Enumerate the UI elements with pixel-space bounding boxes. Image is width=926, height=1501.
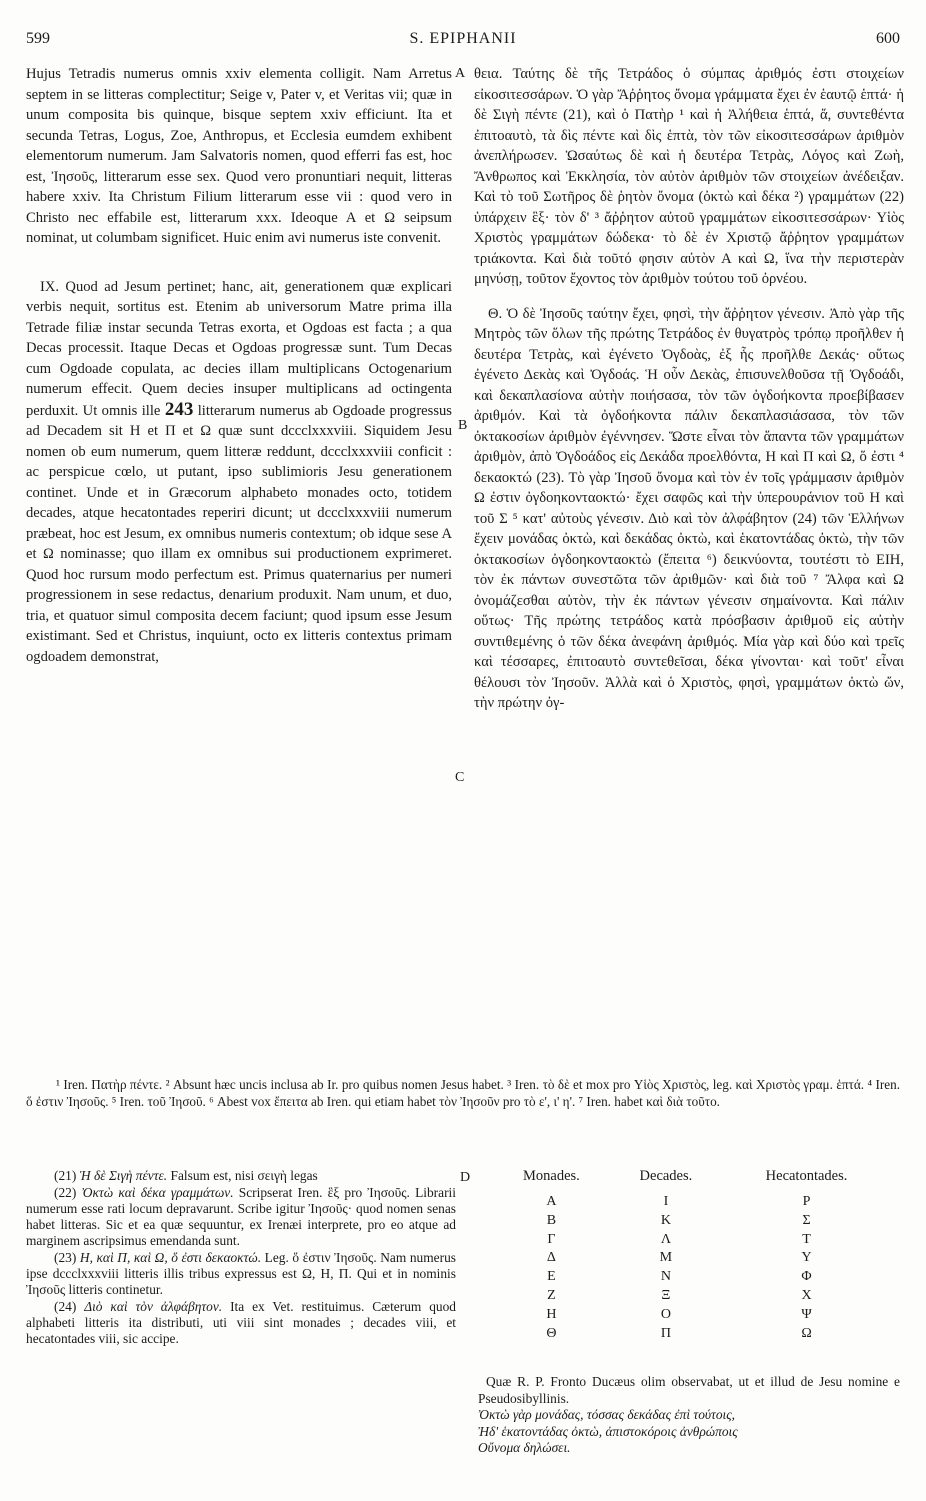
note-21	[26, 1168, 456, 1184]
table-cell: Λ	[660, 1231, 671, 1247]
table-row	[492, 1306, 892, 1325]
table-row	[492, 1287, 892, 1306]
footnotes	[26, 1076, 900, 1110]
note-lemma: Διὸ καὶ τὸν ἀλφάβητον.	[84, 1299, 223, 1314]
table-cell: Φ	[801, 1269, 812, 1285]
table-row	[492, 1268, 892, 1287]
table-cell: Γ	[547, 1231, 556, 1247]
verse-line-2: Ἠδ' ἑκατοντάδας ὀκτὼ, ἀπιστοκόροις ἀνθρώποις	[478, 1423, 738, 1439]
table-cell: Π	[660, 1325, 671, 1341]
table-cell: Ω	[801, 1325, 812, 1341]
margin-marker-a: A	[455, 66, 466, 81]
margin-marker-b: B	[458, 418, 468, 433]
table-cell: Θ	[546, 1325, 557, 1341]
table-note-text: Quæ R. P. Fronto Ducæus olim observabat, ut et illud de Jesu nomine e Pseudosibyllinis.	[478, 1374, 900, 1406]
table-row	[492, 1249, 892, 1268]
note-22	[26, 1185, 456, 1249]
note-text: Falsum est, nisi σειγὴ legas	[170, 1168, 318, 1183]
table-cell: Υ	[801, 1250, 812, 1266]
table-cell: Ν	[660, 1269, 671, 1285]
verse-line-3: Οὔνομα δηλώσει.	[478, 1440, 571, 1455]
table-cell: Η	[546, 1306, 557, 1322]
table-cell: Μ	[659, 1250, 673, 1266]
table-header: Decades.	[639, 1168, 693, 1184]
table-note	[478, 1374, 900, 1457]
note-ref: (21)	[54, 1168, 77, 1183]
table-row	[492, 1231, 892, 1250]
table-cell: Ψ	[801, 1306, 812, 1322]
note-lemma: Ἡ δὲ Σιγὴ πέντε.	[79, 1168, 168, 1183]
table-cell: Σ	[802, 1212, 811, 1228]
latin-paragraph-2	[26, 277, 452, 668]
greek-paragraph-2: Θ. Ὁ δὲ Ἰησοῦς ταύτην ἔχει, φησὶ, τὴν ἄῤῥητον γένεσιν. Ἀπὸ γὰρ τῆς Μητρὸς τῶν ὅλων τῆς πρώτης Τετράδος ἐν θυγατρὸς τρόπῳ προῆλθεν ἡ δευτέρα Τετρὰς, καὶ ἐγένετο Ὀγδοὰς, ἐξ ἧς προῆλθε Δεκάς· οὕτως ἐγένετο Δεκὰς καὶ Ὀγδοάς. Ἡ οὖν Δεκὰς, ἐπισυνελθοῦσα τῇ Ὀγδοάδι, καὶ δεκαπλασίονα αὐτὴν ποιήσασα, τὸν τῶν ὀγδοήκοντα προεβίβασεν ἀριθμόν. Καὶ τὰ ὀγδοήκοντα πάλιν δεκαπλασιάσασα, τὸν τῶν ὀκτακοσίων ἀριθμὸν ἐγέννησεν. Ὥστε εἶναι τὸν ἅπαντα τῶν γραμμάτων ἀριθμὸν, ἀπὸ Ὀγδοάδος εἰς Δεκάδα προελθόντα, Η καὶ Π καὶ Ω, ὅ ἐστι ⁴ δεκαοκτώ (23). Τὸ γὰρ Ἰησοῦ ὄνομα καὶ τὸν ἐν τοῖς γράμμασιν ἀριθμὸν Ω ἐστιν ὀγδοηκονταοκτώ· ἔχει σαφῶς καὶ τὴν ὑπερουράνιον τοῦ Η καὶ τοῦ Σ ⁵ κατ' αὐτοὺς γένεσιν. Διὸ καὶ τὸν ἀλφάβητον (24) τῶν Ἑλλήνων ἔχειν μονάδας ὀκτὼ, καὶ δεκάδας ὀκτὼ, καὶ ἑκατοντάδας ὀκτὼ, τὴν τῶν ὀκτακοσίων ὀγδοηκονταοκτὼ (ἔπειτα ⁶) δεικνύοντα, τουτέστι τὸ ΕΙΗ, τὸν ἐκ πάντων συνεστῶτα τῶν ἀριθμῶν· καὶ διὰ τοῦ ⁷ Ἄλφα καὶ Ω ὀνομάζεσθαι αὐτὸν, τὴν ἐκ πάντων γένεσιν σημαίνοντα. Καὶ πάλιν οὕτως· Τῆς πρώτης τετράδος κατὰ πρόσβασιν ἀριθμοῦ εἰς αὐτὴν συντιθεμένης ὁ τῶν δέκα ἀνεφάνη ἀριθμός. Μία γὰρ καὶ δύο καὶ τρεῖς καὶ τέσσαρες, ἐπιτοαυτὸ συντεθεῖσαι, δέκα γίνονται· καὶ τοῦτ' εἶναι θέλουσι τὸν Ἰησοῦν. Ἀλλὰ καὶ ὁ Χριστὸς, φησὶ, γραμμάτων ὀκτὼ ὤν, τὴν πρώτην ὀγ-	[474, 305, 904, 711]
table-cell: Α	[546, 1194, 557, 1209]
latin-paragraph-1: Hujus Tetradis numerus omnis xxiv elementa colligit. Nam Arretus septem in se litteras complectitur; Seige v, Pater v, et Veritas vii; quæ in unum composita bis quinque, bisque septem xxiv efficiunt. Ita et secunda Tetras, Logus, Zoe, Anthropus, et Ecclesia eumdem exhibent elementorum numerum. Jam Salvatoris nomen, quod efferri fas est, hoc est, Ἰησοῦς, litterarum esse sex. Quod vero pronuntiari nequit, litteras habere xxiv. Ita Christum Filium litterarum esse vii : quod vero in Christo nec effabile est, litterarum xxx. Ideoque A et Ω seipsum nominat, ut columbam significet. Huic enim avi numerus iste convenit.	[26, 66, 452, 246]
note-lemma: Η, καὶ Π, καὶ Ω, ὅ ἐστι δεκαοκτώ.	[79, 1250, 262, 1265]
greek-column	[474, 64, 904, 714]
margin-marker-c: C	[455, 770, 465, 785]
table-row	[492, 1212, 892, 1231]
note-text: Leg. ὅ ἐστιν Ἰησοῦς. Nam numerus ipse dccclxxxviii litteris illis tribus expressus est Ω, Η, Π. Qui et in nominis Ἰησοῦς litteris continetur.	[26, 1250, 456, 1297]
margin-marker-d: D	[460, 1170, 471, 1185]
note-24	[26, 1299, 456, 1347]
table-cell: Δ	[546, 1250, 556, 1266]
column-number: 243	[164, 398, 194, 420]
table-row	[492, 1193, 892, 1212]
footnote-text: ¹ Iren. Πατὴρ πέντε. ² Absunt hæc uncis inclusa ab Ir. pro quibus nomen Jesus habet. ³ Iren. τὸ δὲ et mox pro Υἱὸς Χριστὸς, leg. καὶ Χριστὸς γραμ. ἑπτά. ⁴ Iren. ὅ ἐστιν Ἰησοῦς. ⁵ Iren. τοῦ Ἰησοῦ. ⁶ Abest vox ἔπειτα ab Iren. qui etiam habet τὸν Ἰησοῦν pro τὸ ε', ι' η'. ⁷ Iren. habet καὶ διὰ τοῦτο.	[26, 1077, 900, 1109]
table-header-row	[492, 1168, 892, 1193]
note-ref: (23)	[54, 1250, 77, 1265]
table-header: Hecatontades.	[765, 1168, 848, 1184]
table-cell: Ε	[547, 1269, 556, 1285]
table-cell: Κ	[660, 1212, 671, 1228]
table-cell: Ι	[663, 1194, 669, 1209]
note-lemma: Ὀκτὼ καὶ δέκα γραμμάτων.	[81, 1185, 234, 1200]
note-23	[26, 1250, 456, 1298]
note-text: Scripserat Iren. ἓξ pro Ἰησοῦς. Librarii numerum esse rati locum depravarunt. Scribe igitur Ἰησοῦς· quod nomen senas habet litteras. Sic et ea quæ sequuntur, ex Irenæi interprete, pro eo atque ad marginem ascripsimus emendanda sunt.	[26, 1185, 456, 1248]
latin-paragraph-2-start: IX. Quod ad Jesum pertinet; hanc, ait, generationem quæ explicari verbis nequit, sortitus est. Etenim ab universorum Matre prima illa Tetrade filiæ instar secunda Tetras exorta, et Ogdoas est facta ; a qua Decas processit. Itaque Decas et Ogdoas progressæ sunt. Tum Decas cum Ogdoade copulata, ac decies illam multiplicans Octogenarium numerum effecit. Quem decies insuper multiplicans ad octingenta perduxit. Ut omnis ille	[26, 278, 452, 419]
table-header: Monades.	[522, 1168, 580, 1184]
table-cell: Χ	[801, 1287, 812, 1303]
page-number-left: 599	[26, 30, 50, 47]
running-title: S. EPIPHANII	[409, 30, 517, 47]
note-ref: (24)	[54, 1299, 77, 1314]
note-text: Ita ex Vet. restituimus. Cæterum quod alphabeti litteris ita distributi, uti viii sint monades ; decades viii, et hecatontades viii, sic accipe.	[26, 1299, 456, 1346]
letter-table	[492, 1168, 892, 1343]
table-cell: Ο	[660, 1306, 671, 1322]
table-cell: Ζ	[547, 1287, 556, 1303]
table-cell: Ρ	[802, 1194, 811, 1209]
table-cell: Β	[546, 1212, 557, 1228]
table-cell: Ξ	[661, 1287, 671, 1303]
table-cell: Τ	[802, 1231, 811, 1247]
page-number-right: 600	[876, 30, 900, 47]
note-ref: (22)	[54, 1185, 77, 1200]
greek-paragraph-1: θεια. Ταύτης δὲ τῆς Τετράδος ὁ σύμπας ἀριθμός ἐστι στοιχείων εἰκοσιτεσσάρων. Ὁ γὰρ Ἄῤῥητος ὄνομα γράμματα ἔχει ἐν ἑαυτῷ ἑπτά· ἡ δὲ Σιγὴ πέντε (21), καὶ ὁ Πατὴρ ¹ καὶ ἡ Ἀλήθεια ἑπτά, ἅ, συντεθέντα ἐπιτοαυτὸ, τὰ δὶς πέντε καὶ δὶς ἑπτὰ, τὸν τῶν εἰκοσιτεσσάρων ἀριθμὸν ἀνεπλήρωσεν. Ὡσαύτως δὲ καὶ ἡ δευτέρα Τετρὰς, Λόγος καὶ Ζωὴ, Ἄνθρωπος καὶ Ἐκκλησία, τὸν αὐτὸν ἀριθμὸν τῶν στοιχείων ἀνέδειξαν. Καὶ τὸ τοῦ Σωτῆρος δὲ ῥητὸν ὄνομα (ὀκτὼ καὶ δέκα ²) γραμμάτων (22) ὑπάρχειν ἓξ· τὸν δ' ³ ἄῤῥητον αὐτοῦ γραμμάτων εἰκοσιτεσσάρων· Υἱὸς Χριστὸς γραμμάτων δώδεκα· τὸ δὲ ἐν Χριστῷ ἄῤῥητον γραμμάτων τριάκοντα. Καὶ διὰ τοῦτό φησιν αὐτὸν Α καὶ Ω, ἵνα τὴν περιστερὰν μηνύσῃ, τοῦτον ἔχοντος τὸν ἀριθμὸν τούτου τοῦ ὀρνέου.	[474, 66, 904, 287]
latin-column	[26, 64, 452, 667]
verse-line-1: Ὀκτὼ γὰρ μονάδας, τόσσας δεκάδας ἐπὶ τούτοις,	[478, 1407, 736, 1422]
table-row	[492, 1325, 892, 1344]
latin-paragraph-2-end: litterarum numerus ab Ogdoade progressus ad Decadem sit H et Π et Ω quæ sunt dccclxxxviii. Siquidem Jesu nomen ob eum numerum, quem litteræ reddunt, dccclxxxviii conficit : ac perspicue cœlo, ut putant, ipso sublimioris Jesu generationem continet. Unde et in Græcorum alphabeto monades octo, totidem decades, atque hecatontades reperiri dicunt; ut dccclxxxviii numerum præbeat, hoc est Jesum, ex omnibus numeris contextum; ob idque sese A et Ω nominasse; quo illam ex omnibus sui productionem exprimeret. Quod hoc rursum modo perfectum est. Primus quaternarius per numeri progressionem in sese redactus, denarium produxit. Nam unum, et duo, tria, et quatuor simul composita decem faciunt; quod ipsum esse Jesum existimant. Sed et Christus, inquiunt, octo ex litteris contextus primam ogdoadem demonstrat,	[26, 402, 452, 665]
editor-notes	[26, 1168, 456, 1348]
page-header	[26, 30, 900, 54]
